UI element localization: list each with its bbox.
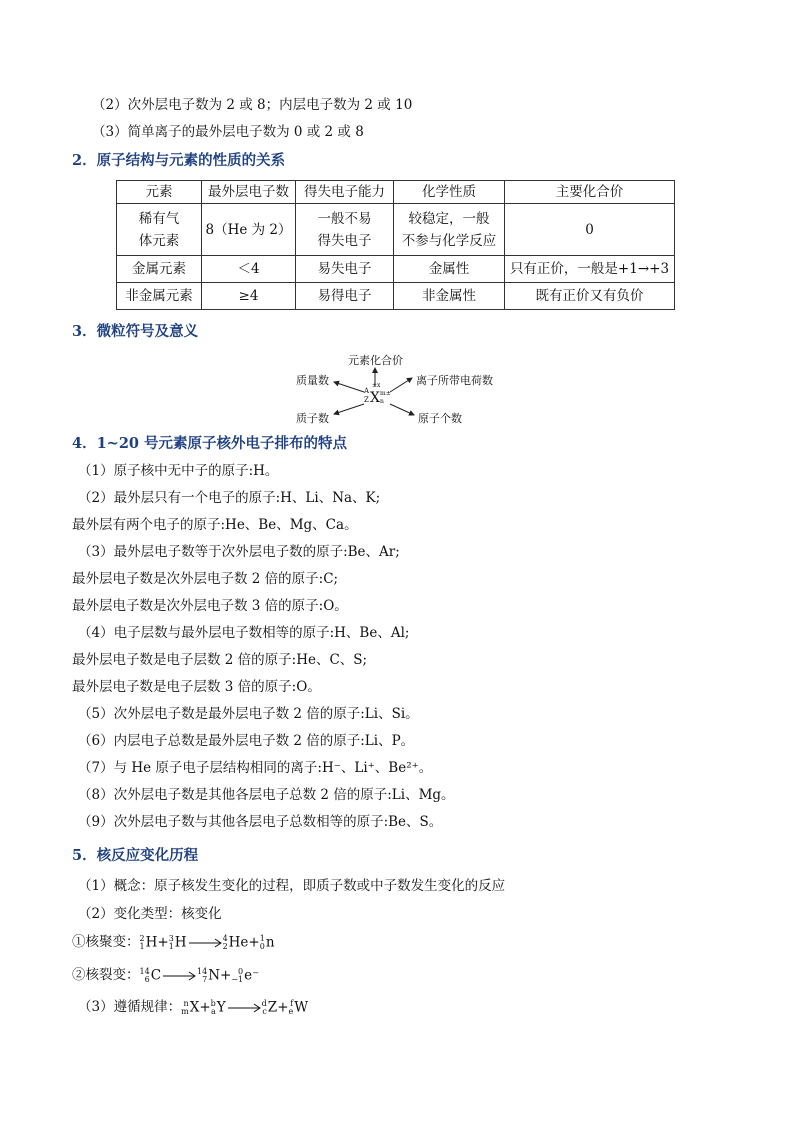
nuclide-symbol: Z	[267, 999, 278, 1016]
feature-line: （7）与 He 原子电子层结构相同的离子:H⁻、Li⁺、Be²⁺。	[78, 760, 433, 776]
atomic-number: 7	[202, 974, 208, 984]
nuclide-numbers	[231, 968, 243, 984]
cell-line: 一般不易	[317, 210, 372, 227]
table-header: 得失电子能力	[296, 181, 394, 204]
atomic-number: m	[181, 1006, 189, 1016]
table-header: 元素	[117, 181, 202, 204]
table-cell: 既有正价又有负价	[505, 283, 675, 310]
cell-line: 得失电子	[317, 232, 372, 249]
valence-superscript: ±x	[372, 382, 381, 389]
table-cell: 非金属元素	[117, 283, 202, 310]
mass-number: 0	[238, 966, 244, 976]
atomic-number: −1	[231, 974, 244, 984]
label-valence: 元素化合价	[348, 354, 403, 367]
table-header: 最外层电子数	[202, 181, 296, 204]
section-3-title: 3．微粒符号及意义	[72, 323, 199, 340]
arrow-to-mass	[334, 382, 364, 392]
arrow-to-proton	[334, 404, 364, 414]
mass-number: 3	[168, 933, 174, 943]
table-cell: ≥4	[202, 283, 296, 310]
table-row	[117, 283, 675, 310]
table-cell	[117, 204, 202, 256]
proton-subscript: Z	[364, 396, 369, 404]
nuclide-symbol: H	[145, 934, 158, 951]
nuclide	[223, 934, 249, 950]
table-cell: 金属元素	[117, 256, 202, 283]
nuclide-numbers	[260, 935, 265, 951]
nuclide	[231, 967, 259, 983]
nuclide-symbol: e⁻	[244, 967, 260, 984]
nuclide-symbol: n	[265, 934, 275, 951]
fusion-equation	[72, 931, 275, 954]
reaction-arrow-icon	[161, 971, 197, 981]
nuclide-numbers	[140, 968, 150, 984]
table-header: 化学性质	[394, 181, 505, 204]
atomic-number: a	[210, 1006, 216, 1016]
atomic-number: 2	[222, 941, 228, 951]
nuclide	[211, 999, 226, 1015]
feature-line: （8）次外层电子数是其他各层电子总数 2 倍的原子:Li、Mg。	[78, 787, 455, 803]
atomic-number: c	[262, 1006, 267, 1016]
nuclide-numbers	[262, 1000, 267, 1016]
rule-body	[181, 999, 308, 1015]
nuclide-symbol: He	[228, 934, 249, 951]
nuclide-numbers	[223, 935, 228, 951]
plus-sign: +	[220, 967, 232, 984]
table-cell	[296, 204, 394, 256]
feature-line: （6）内层电子总数是最外层电子数 2 倍的原子:Li、P。	[78, 733, 415, 749]
nuclide-symbol: X	[189, 999, 200, 1016]
nuclide-symbol: Y	[216, 999, 226, 1016]
atomic-number: 6	[144, 974, 150, 984]
section-5-title: 5．核反应变化历程	[72, 847, 199, 864]
nuclide-numbers	[181, 1000, 189, 1016]
section-2-title: 2．原子结构与元素的性质的关系	[72, 152, 286, 169]
plus-sign: +	[199, 999, 211, 1016]
table-cell: 金属性	[394, 256, 505, 283]
mass-number: d	[261, 998, 267, 1008]
feature-line: 最外层有两个电子的原子:He、Be、Mg、Ca。	[72, 517, 358, 533]
particle-symbol-diagram	[290, 350, 500, 428]
nuclide-numbers	[197, 968, 207, 984]
intro-line-2: （3）简单离子的最外层电子数为 0 或 2 或 8	[92, 124, 364, 140]
element-properties-table	[116, 180, 675, 310]
feature-line: 最外层电子数是电子层数 3 倍的原子:O。	[72, 679, 321, 695]
atomic-number: e	[288, 1006, 294, 1016]
table-row	[117, 204, 675, 256]
section-4-title: 4．1~20 号元素原子核外电子排布的特点	[72, 435, 348, 452]
nuclide-symbol: W	[294, 999, 309, 1016]
count-subscript: n	[380, 398, 384, 405]
atomic-number: 0	[259, 941, 265, 951]
plus-sign: +	[248, 934, 260, 951]
nuclide-numbers	[140, 935, 145, 951]
fission-body	[140, 967, 260, 983]
table-header: 主要化合价	[505, 181, 675, 204]
table-cell: 易得电子	[296, 283, 394, 310]
nuclide	[197, 967, 220, 983]
atomic-number: 1	[168, 941, 174, 951]
table-cell	[394, 204, 505, 256]
table-cell: 只有正价，一般是+1→+3	[505, 256, 675, 283]
feature-line: （2）最外层只有一个电子的原子:H、Li、Na、K;	[78, 490, 381, 506]
plus-sign: +	[277, 999, 289, 1016]
feature-line: 最外层电子数是电子层数 2 倍的原子:He、C、S;	[72, 652, 368, 668]
mass-number: 14	[197, 966, 208, 976]
fission-label: ②核裂变：	[72, 967, 140, 983]
nuclide	[181, 999, 199, 1015]
types-line: （2）变化类型：核变化	[78, 906, 222, 922]
concept-line: （1）概念：原子核发生变化的过程，即质子数或中子数发生变化的反应	[78, 878, 506, 894]
cell-line: 较稳定，一般	[408, 210, 490, 227]
mass-number: 2	[139, 933, 145, 943]
feature-line: 最外层电子数是次外层电子数 2 倍的原子:C;	[72, 571, 339, 587]
fission-equation	[72, 964, 259, 987]
nuclide	[140, 934, 158, 950]
intro-line-1: （2）次外层电子数为 2 或 8；内层电子数为 2 或 10	[92, 97, 413, 113]
nuclide-numbers	[211, 1000, 216, 1016]
feature-line: （3）最外层电子数等于次外层电子数的原子:Be、Ar;	[78, 544, 400, 560]
cell-line: 稀有气	[138, 210, 180, 227]
table-header-row	[117, 181, 675, 204]
reaction-arrow-icon	[187, 938, 223, 948]
nuclide	[289, 999, 309, 1015]
nuclide-symbol: H	[174, 934, 187, 951]
mass-number: b	[210, 998, 216, 1008]
nuclide	[140, 967, 162, 983]
feature-line: （5）次外层电子数是最外层电子数 2 倍的原子:Li、Si。	[78, 706, 419, 722]
cell-line: 体元素	[138, 232, 180, 249]
nuclide-numbers	[289, 1000, 294, 1016]
feature-line: 最外层电子数是次外层电子数 3 倍的原子:O。	[72, 598, 348, 614]
table-cell: 8（He 为 2）	[202, 204, 296, 256]
label-mass-number: 质量数	[296, 374, 329, 387]
table-cell: ＜4	[202, 256, 296, 283]
mass-number: n	[183, 998, 189, 1008]
table-cell: 非金属性	[394, 283, 505, 310]
nuclide	[169, 934, 187, 950]
table-cell: 易失电子	[296, 256, 394, 283]
charge-superscript: m±	[380, 390, 391, 397]
mass-subscript: A	[364, 387, 370, 395]
particle-symbol	[364, 382, 394, 409]
mass-number: f	[290, 998, 294, 1008]
nuclide	[262, 999, 278, 1015]
feature-line: （9）次外层电子数与其他各层电子总数相等的原子:Be、S。	[78, 814, 443, 830]
label-charge: 离子所带电荷数	[416, 374, 493, 387]
nuclide-numbers	[169, 935, 174, 951]
reaction-arrow-icon	[226, 1003, 262, 1013]
cell-line: 不参与化学反应	[401, 232, 497, 249]
nuclide-symbol: C	[150, 967, 162, 984]
fusion-label: ①核聚变：	[72, 934, 140, 950]
element-symbol: X	[370, 390, 380, 406]
label-proton-number: 质子数	[296, 412, 329, 425]
atomic-number: 1	[139, 941, 145, 951]
fusion-body	[140, 934, 275, 950]
rule-equation	[78, 996, 308, 1019]
mass-number: 4	[222, 933, 228, 943]
table-cell: 0	[505, 204, 675, 256]
nuclide	[260, 934, 275, 950]
plus-sign: +	[157, 934, 169, 951]
mass-number: 1	[259, 933, 265, 943]
nuclide-symbol: N	[208, 967, 221, 984]
feature-line: （4）电子层数与最外层电子数相等的原子:H、Be、Al;	[78, 625, 410, 641]
table-row	[117, 256, 675, 283]
feature-line: （1）原子核中无中子的原子:H。	[78, 463, 279, 479]
mass-number: 14	[139, 966, 150, 976]
label-atom-count: 原子个数	[418, 412, 462, 425]
rule-label: （3）遵循规律：	[78, 999, 182, 1015]
